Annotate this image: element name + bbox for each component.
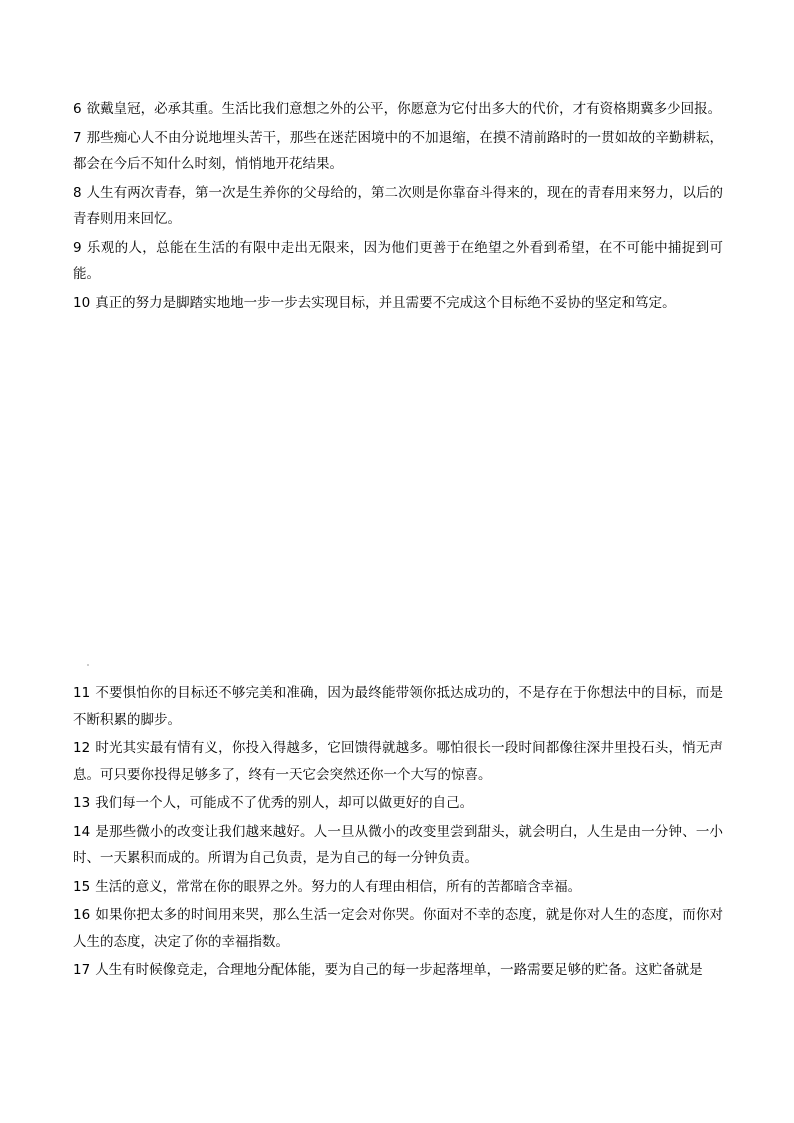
paragraph-number: 17 — [73, 962, 91, 978]
paragraph-12 — [73, 735, 723, 788]
paragraph-number: 16 — [73, 907, 91, 923]
paragraph-block-bottom — [73, 680, 723, 986]
paragraph-number: 7 — [73, 129, 82, 146]
paragraph-8 — [73, 180, 723, 233]
paragraph-text: 不要惧怕你的目标还不够完美和准确，因为最终能带领你抵达成功的，不是存在于你想法中的目标，而是不断积累的脚步。 — [73, 685, 723, 728]
paragraph-16 — [73, 902, 723, 955]
paragraph-text: 是那些微小的改变让我们越来越好。人一旦从微小的改变里尝到甜头，就会明白，人生是由一分钟、一小时、一天累积而成的。所谓为自己负责，是为自己的每一分钟负责。 — [73, 823, 723, 866]
paragraph-text: 我们每一个人，可能成不了优秀的别人，却可以做更好的自己。 — [95, 795, 474, 811]
paragraph-number: 15 — [73, 878, 91, 895]
paragraph-text: 生活的意义，常常在你的眼界之外。努力的人有理由相信，所有的苦都暗含幸福。 — [95, 878, 582, 895]
paragraph-text: 那些痴心人不由分说地埋头苦干，那些在迷茫困境中的不加退缩，在摸不清前路时的一贯如故的辛勤耕耘，都会在今后不知什么时刻，悄悄地开花结果。 — [73, 129, 723, 172]
paragraph-text: 如果你把太多的时间用来哭，那么生活一定会对你哭。你面对不幸的态度，就是你对人生的态度，而你对人生的态度，决定了你的幸福指数。 — [73, 907, 723, 950]
paragraph-text: 乐观的人，总能在生活的有限中走出无限来，因为他们更善于在绝望之外看到希望，在不可能中捕捉到可能。 — [73, 239, 723, 282]
paragraph-text: 人生有时候像竞走，合理地分配体能，要为自己的每一步起落埋单，一路需要足够的贮备。这贮备就是 — [95, 962, 703, 978]
paragraph-number: 11 — [73, 685, 91, 701]
paragraph-number: 9 — [73, 239, 82, 256]
paragraph-text: 人生有两次青春，第一次是生养你的父母给的，第二次则是你靠奋斗得来的，现在的青春用来努力，以后的青春则用来回忆。 — [73, 184, 723, 227]
paragraph-number: 6 — [73, 101, 82, 117]
paragraph-number: 12 — [73, 740, 91, 756]
paragraph-text: 时光其实最有情有义，你投入得越多，它回馈得就越多。哪怕很长一段时间都像往深井里投石头，悄无声息。可只要你投得足够多了，终有一天它会突然还你一个大写的惊喜。 — [73, 740, 723, 783]
paragraph-17 — [73, 957, 723, 984]
paragraph-10 — [73, 290, 723, 317]
paragraph-11 — [73, 680, 723, 733]
paragraph-9 — [73, 235, 723, 288]
paragraph-6 — [73, 96, 723, 123]
paragraph-number: 13 — [73, 795, 91, 811]
paragraph-14 — [73, 819, 723, 872]
paragraph-number: 14 — [73, 823, 91, 840]
paragraph-13 — [73, 790, 723, 817]
paragraph-text: 欲戴皇冠，必承其重。生活比我们意想之外的公平，你愿意为它付出多大的代价，才有资格期冀多少回报。 — [86, 101, 722, 117]
paragraph-7 — [73, 125, 723, 178]
paragraph-number: 10 — [73, 294, 91, 311]
paragraph-text: 真正的努力是脚踏实地地一步一步去实现目标，并且需要不完成这个目标绝不妥协的坚定和笃定。 — [95, 294, 676, 311]
paragraph-15 — [73, 874, 723, 901]
decorative-dot — [87, 664, 89, 666]
paragraph-number: 8 — [73, 184, 82, 201]
paragraph-block-top — [73, 96, 723, 318]
